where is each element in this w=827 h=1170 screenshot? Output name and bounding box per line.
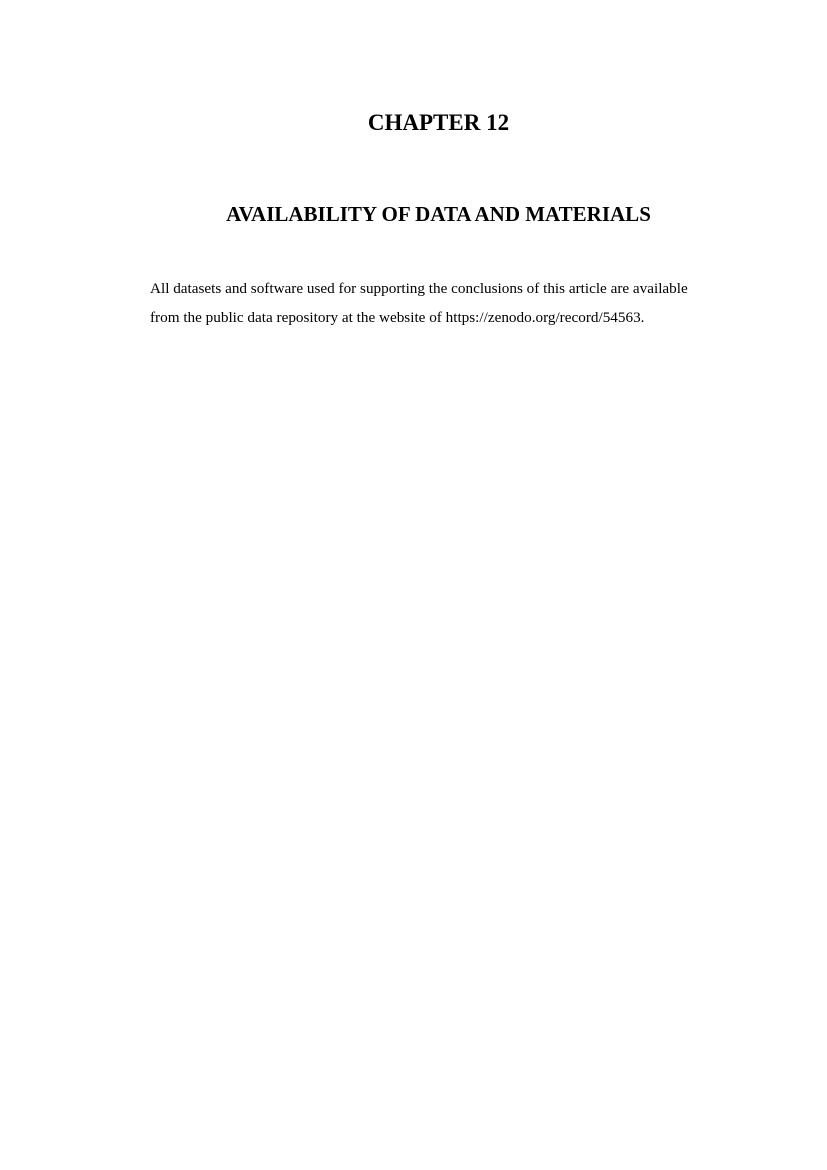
chapter-title-heading: AVAILABILITY OF DATA AND MATERIALS bbox=[226, 202, 651, 227]
chapter-number-heading: CHAPTER 12 bbox=[367, 110, 510, 136]
body-line-1: All datasets and software used for supporting the conclusions of this article are available bbox=[150, 280, 688, 297]
body-paragraph bbox=[150, 274, 750, 332]
body-line-2: from the public data repository at the website of https://zenodo.org/record/54563. bbox=[150, 309, 645, 326]
